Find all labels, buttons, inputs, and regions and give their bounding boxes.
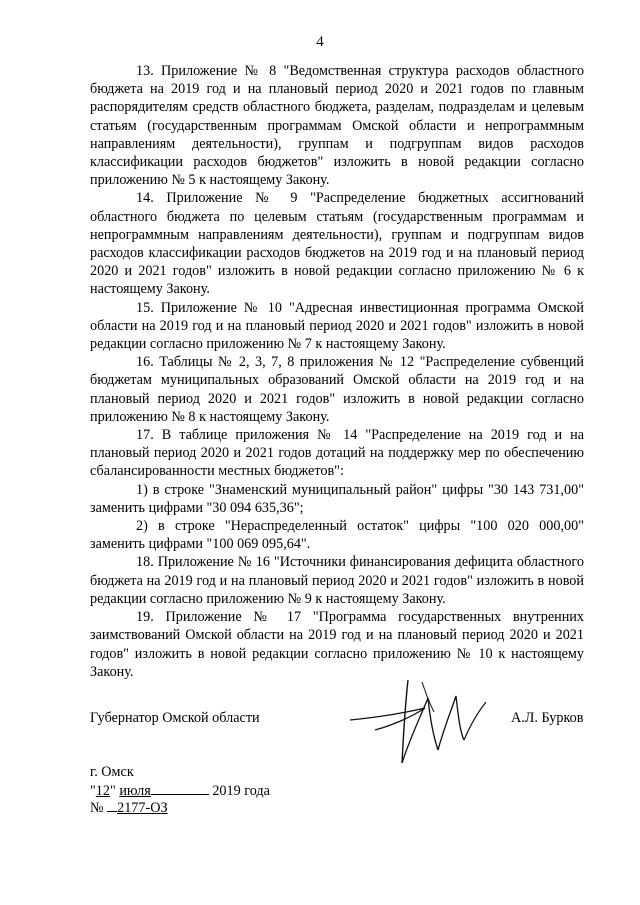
date-month: июля xyxy=(119,783,151,799)
paragraph-13: 13. Приложение № 8 "Ведомственная структура расходов областного бюджета на 2019 год и на плановый период 2020 и 2021 годов по главным распорядителям средств областного бюджета, разделам, подразделам и целевым статьям (государственным программам Омской области и непрограммным направлениям деятельности), группам и подгруппам видов расходов классификации расходов бюджетов" изложить в новой редакции согласно приложению № 5 к настоящему Закону. xyxy=(90,63,584,189)
date-day: 12 xyxy=(95,783,110,799)
paragraph-17: 17. В таблице приложения № 14 "Распределение на 2019 год и на плановый период 2020 и 2021 годов дотаций на поддержку мер по обеспечению сбалансированности местных бюджетов": xyxy=(90,427,584,480)
paragraph-18: 18. Приложение № 16 "Источники финансирования дефицита областного бюджета на 2019 год и на плановый период 2020 и 2021 годов" изложить в новой редакции согласно приложению № 9 к настоящему Закону. xyxy=(90,554,584,607)
date-quote-open: " xyxy=(90,783,96,799)
paragraph-19: 19. Приложение № 17 "Программа государственных внутренних заимствований Омской области на 2019 год и на плановый период 2020 и 2021 годов" изложить в новой редакции согласно приложению № 10 к настоящему Закону. xyxy=(90,609,584,680)
footer-city: г. Омск xyxy=(90,764,134,780)
paragraph-16: 16. Таблицы № 2, 3, 7, 8 приложения № 12 "Распределение субвенций бюджетам муниципальных образований Омской области на 2019 год и на плановый период 2020 и 2021 годов" изложить в новой редакции согласно приложению № 8 к настоящему Закону. xyxy=(90,354,584,425)
date-month-underline xyxy=(151,781,209,795)
date-quote-close: " xyxy=(109,783,116,799)
document-body xyxy=(90,62,584,681)
page-number: 4 xyxy=(316,34,324,50)
footer-law-number xyxy=(90,798,168,817)
paragraph-17-item-1: 1) в строке "Знаменский муниципальный район" цифры "30 143 731,00" заменить цифрами "30 094 635,36"; xyxy=(90,481,584,516)
signatory-name: А.Л. Бурков xyxy=(511,710,584,726)
signatory-title: Губернатор Омской области xyxy=(90,710,260,726)
handwritten-signature xyxy=(330,668,510,778)
law-number: 2177-ОЗ xyxy=(117,800,168,816)
paragraph-14: 14. Приложение № 9 "Распределение бюджетных ассигнований областного бюджета по целевым статьям (государственным программам и непрограммным направлениям деятельности), группам и подгруппам видов расходов классификации расходов бюджетов на 2019 год и на плановый период 2020 и 2021 годов" изложить в новой редакции согласно приложению № 6 к настоящему Закону. xyxy=(90,190,584,298)
paragraph-17-item-2: 2) в строке "Нераспределенный остаток" цифры "100 020 000,00" заменить цифрами "100 069 095,64". xyxy=(90,518,584,553)
number-sign: № xyxy=(90,800,104,816)
date-year: 2019 года xyxy=(212,783,270,799)
number-underline xyxy=(107,798,117,812)
paragraph-15: 15. Приложение № 10 "Адресная инвестиционная программа Омской области на 2019 год и на плановый период 2020 и 2021 годов" изложить в новой редакции согласно приложению № 7 к настоящему Закону. xyxy=(90,299,584,353)
